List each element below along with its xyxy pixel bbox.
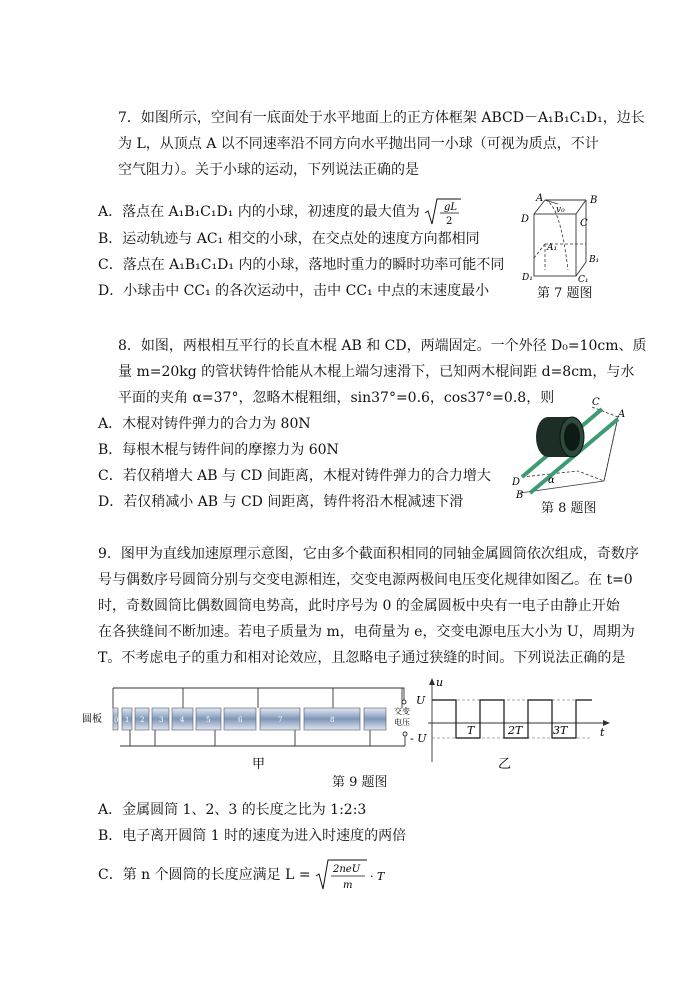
q9-tick-3t: 3T	[553, 724, 568, 737]
q9-stem-line-4: 在各狭缝间不断加速。若电子质量为 m，电荷量为 e，交变电源电压大小为 U，周期为	[98, 624, 635, 640]
q9-tube-8-label: 8	[330, 716, 335, 724]
q7-label-c: C	[580, 218, 588, 229]
q7-label-b1: B₁	[589, 255, 600, 265]
q7-label-v0: v₀	[556, 205, 565, 215]
q9-caption: 第 9 题图	[332, 775, 388, 790]
q7-label-c1: C₁	[578, 275, 589, 282]
q9-axis-u: u	[436, 676, 444, 689]
q9-stem-line-5: T。不考虑电子的重力和相对论效应，且忽略电子通过狭缝的时间。下列说法正确的是	[98, 650, 626, 666]
q9-sub-label-right: 乙	[498, 757, 512, 772]
q9-tick-t: T	[467, 724, 475, 737]
q7-sqrt-formula	[424, 197, 462, 227]
q7-option-a	[98, 197, 462, 227]
q8-label-a: A	[618, 409, 626, 420]
q9-option-a: A．金属圆筒 1、2、3 的长度之比为 1:2:3	[98, 802, 367, 818]
q8-stem-line-2: 量 m=20kg 的管状铸件恰能从木棍上端匀速滑下，已知两木棍间距 d=8cm，与水	[118, 364, 635, 380]
q9-tube-3-label: 3	[159, 716, 164, 724]
q9-label-neg-u: - U	[410, 732, 427, 745]
q7-cube-figure	[510, 190, 610, 282]
q8-option-c: C．若仅稍增大 AB 与 CD 间距离，木棍对铸件弹力的合力增大	[98, 468, 491, 484]
q9-tube-6-label: 6	[238, 716, 243, 724]
q9-stem-line-3: 时，奇数圆筒比偶数圆筒电势高，此时序号为 0 的金属圆板中央有一电子由静止开始	[98, 598, 620, 614]
q8-label-c: C	[592, 397, 600, 408]
q7-label-a1: A₁	[547, 243, 558, 253]
q9-sub-label-left: 甲	[252, 757, 266, 770]
q7-option-d: D．小球击中 CC₁ 的各次运动中，击中 CC₁ 中点的末速度最小	[98, 283, 490, 299]
q8-label-alpha: α	[548, 475, 555, 486]
q7-formula-num: gL	[444, 202, 458, 213]
q9-formula-num: 2neU	[333, 864, 361, 875]
q9-tube-0-label: 0	[114, 716, 119, 724]
q8-label-b: B	[516, 490, 524, 500]
q8-caption: 第 8 题图	[541, 501, 597, 516]
q7-label-d1: D₁	[522, 273, 533, 282]
q9-option-c-text: C．第 n 个圆筒的长度应满足 L =	[98, 867, 311, 883]
q9-formula-den: m	[343, 880, 353, 891]
q7-option-c: C．落点在 A₁B₁C₁D₁ 内的小球，落地时重力的瞬时功率可能不同	[98, 257, 505, 273]
q9-sqrt-formula	[315, 858, 389, 892]
q9-tube-7-label: 7	[278, 716, 283, 724]
q8-stem-line-1: 8．如图，两根相互平行的长直木棍 AB 和 CD，两端固定。一个外径 D₀=10cm、质	[118, 338, 647, 354]
q7-formula-den: 2	[446, 216, 453, 227]
q9-option-c	[98, 858, 389, 892]
q9-tick-2t: 2T	[508, 724, 523, 737]
q9-tube-5-label: 5	[206, 716, 211, 724]
q8-stem-line-3: 平面的夹角 α=37°，忽略木棍粗细，sin37°=0.6，cos37°=0.8，则	[118, 390, 555, 406]
q8-option-d: D．若仅稍减小 AB 与 CD 间距离，铸件将沿木棍减速下滑	[98, 494, 464, 510]
q9-accelerator-figure	[80, 680, 420, 770]
q9-voltage-graph	[410, 672, 618, 772]
q9-stem-line-2: 号与偶数序号圆筒分别与交变电源相连，交变电源两极间电压变化规律如图乙。在 t=0	[98, 572, 633, 588]
q7-stem-line-1: 7．如图所示，空间有一底面处于水平地面上的正方体框架 ABCD－A₁B₁C₁D₁，边长	[118, 110, 645, 126]
q7-label-a: A	[536, 193, 544, 204]
q9-source-label-1: 交变	[394, 707, 410, 716]
q7-label-b: B	[590, 195, 598, 206]
q8-option-a: A．木棍对铸件弹力的合力为 80N	[98, 416, 311, 432]
q9-tube-9	[364, 708, 386, 730]
q9-tube-2-label: 2	[140, 716, 145, 724]
q7-caption: 第 7 题图	[537, 286, 593, 301]
q7-option-a-text: A．落点在 A₁B₁C₁D₁ 内的小球，初速度的最大值为	[98, 204, 420, 220]
q8-option-b: B．每根木棍与铸件间的摩擦力为 60N	[98, 442, 339, 458]
q9-stem-line-1: 9．图甲为直线加速原理示意图，它由多个截面积相同的同轴金属圆筒依次组成，奇数序	[98, 546, 639, 562]
q9-label-pos-u: U	[416, 694, 426, 707]
q7-label-d: D	[521, 214, 530, 225]
q9-formula-tail: · T	[370, 870, 385, 883]
q7-option-b: B．运动轨迹与 AC₁ 相交的小球，在交点处的速度方向都相同	[98, 231, 480, 247]
q9-axis-t: t	[600, 726, 605, 739]
q8-casting-figure	[508, 395, 630, 500]
q9-tube-4-label: 4	[180, 716, 185, 724]
q9-tube-1-label: 1	[125, 716, 130, 724]
q7-stem-line-3: 空气阻力）。关于小球的运动，下列说法正确的是	[118, 162, 419, 178]
q9-source-label-2: 电压	[394, 718, 410, 727]
q7-stem-line-2: 为 L，从顶点 A 以不同速率沿不同方向水平抛出同一小球（可视为质点，不计	[118, 136, 599, 152]
q9-plate-label: 圆板	[82, 714, 102, 725]
q8-label-d: D	[512, 477, 521, 488]
q9-option-b: B．电子离开圆筒 1 时的速度为进入时速度的两倍	[98, 828, 407, 844]
